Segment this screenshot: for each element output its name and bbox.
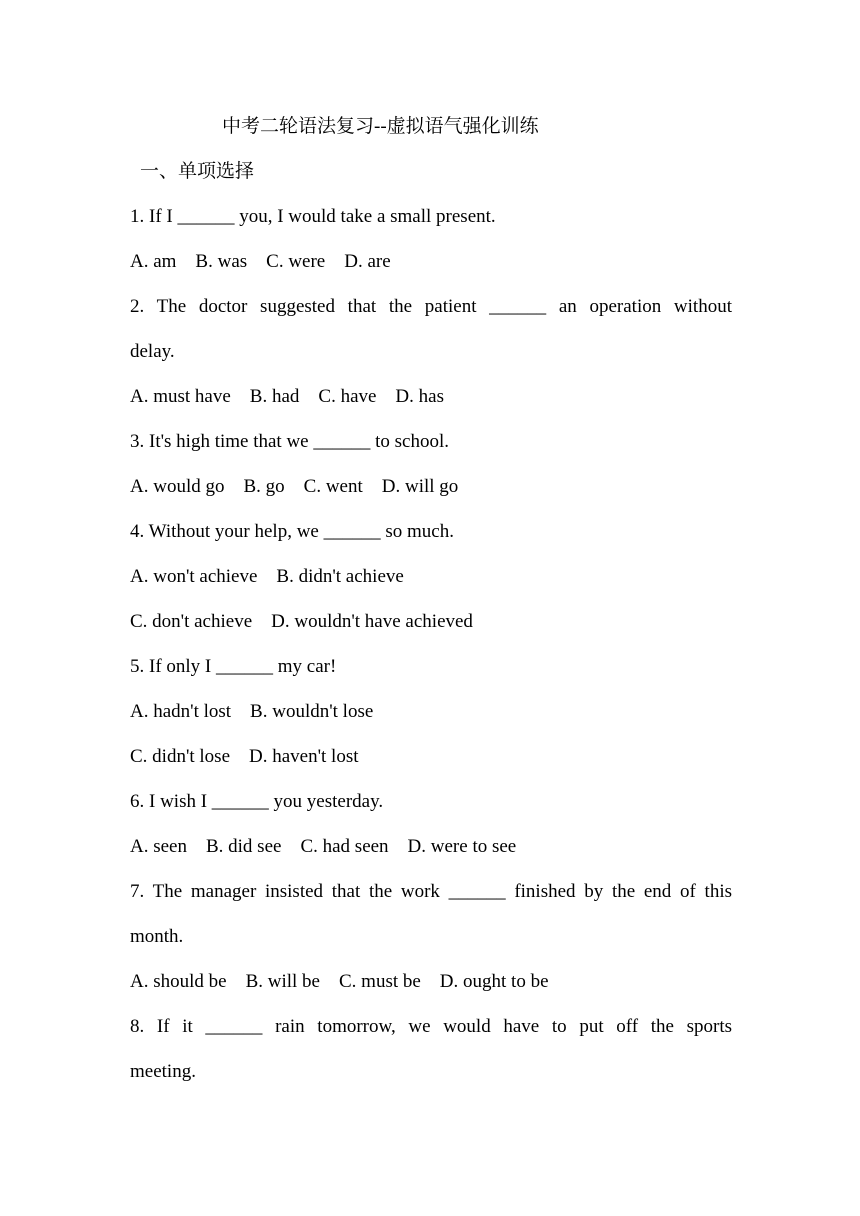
question-8-stem: 8. If it ______ rain tomorrow, we would have to put off the sports <box>130 1016 732 1037</box>
question-7-options: A. should be B. will be C. must be D. ought to be <box>130 971 549 992</box>
question-5-stem: 5. If only I ______ my car! <box>130 656 337 677</box>
question-5-options-b: C. didn't lose D. haven't lost <box>130 746 359 767</box>
question-1-options: A. am B. was C. were D. are <box>130 251 391 272</box>
question-2-stem: 2. The doctor suggested that the patient ______ an operation without <box>130 296 732 317</box>
question-6-options: A. seen B. did see C. had seen D. were to see <box>130 836 517 857</box>
question-2-options: A. must have B. had C. have D. has <box>130 386 444 407</box>
question-3-stem: 3. It's high time that we ______ to school. <box>130 431 450 452</box>
question-2-stem-cont: delay. <box>130 341 175 362</box>
question-6-stem: 6. I wish I ______ you yesterday. <box>130 791 384 812</box>
question-7-stem: 7. The manager insisted that the work ______ finished by the end of this <box>130 881 732 902</box>
question-4-options-a: A. won't achieve B. didn't achieve <box>130 566 404 587</box>
question-8-stem-cont: meeting. <box>130 1061 196 1082</box>
document-page <box>130 0 732 1216</box>
document-title: 中考二轮语法复习--虚拟语气强化训练 <box>222 116 539 137</box>
section-heading: 一、单项选择 <box>140 161 255 182</box>
question-3-options: A. would go B. go C. went D. will go <box>130 476 459 497</box>
question-7-stem-cont: month. <box>130 926 184 947</box>
question-1-stem: 1. If I ______ you, I would take a small present. <box>130 206 496 227</box>
question-4-options-b: C. don't achieve D. wouldn't have achieved <box>130 611 473 632</box>
question-4-stem: 4. Without your help, we ______ so much. <box>130 521 454 542</box>
question-5-options-a: A. hadn't lost B. wouldn't lose <box>130 701 374 722</box>
